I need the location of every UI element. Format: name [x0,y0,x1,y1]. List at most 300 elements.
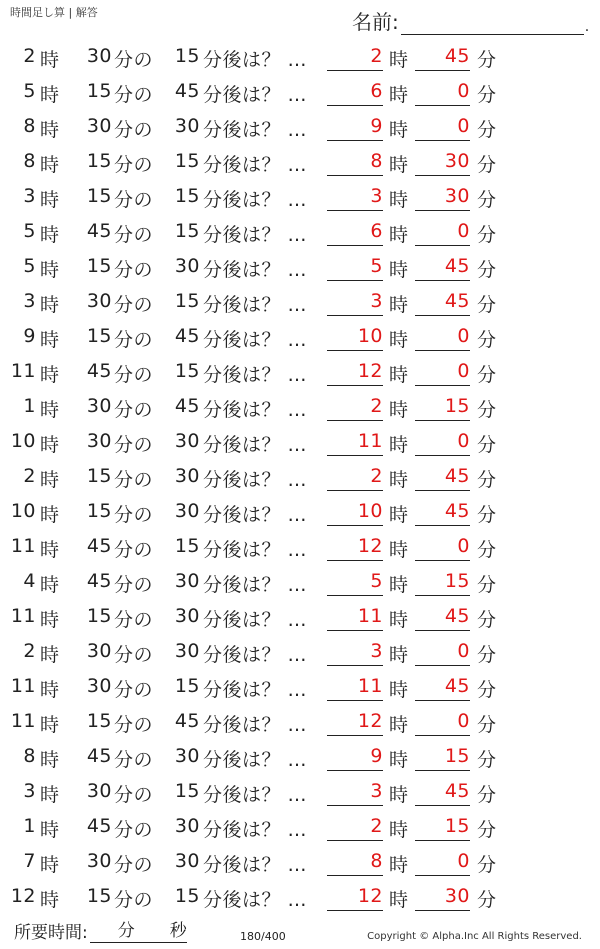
start-minute: 30 [86,45,112,67]
hour-unit: 時 [40,434,60,456]
added-minutes: 45 [174,80,200,102]
answer-minute: 45 [415,465,470,491]
minute-unit-no [114,675,153,702]
answer-hour-unit: 時 [389,609,409,631]
problem-row [0,599,600,634]
start-hour: 11 [10,605,36,627]
hour-unit: 時 [40,679,60,701]
problem-row [0,109,600,144]
answer-hour: 12 [327,885,383,911]
start-hour: 2 [23,45,36,67]
problem-row [0,144,600,179]
minute-unit-no [114,150,153,177]
answer-hour: 3 [327,290,383,316]
start-hour: 3 [23,185,36,207]
problem-row [0,809,600,844]
problem-row [0,879,600,914]
answer-minute: 0 [415,710,470,736]
question-tail: 分後は？ … [203,679,308,701]
problem-row [0,354,600,389]
minute-unit-no [114,115,153,142]
answer-hour-unit: 時 [389,714,409,736]
problem-list [0,39,600,914]
start-minute: 30 [86,290,112,312]
answer-hour-unit: 時 [389,819,409,841]
answer-minute: 45 [415,780,470,806]
hour-unit: 時 [40,399,60,421]
start-minute: 30 [86,850,112,872]
answer-minute: 15 [415,570,470,596]
answer-minute-unit: 分 [477,154,497,176]
answer-hour: 9 [327,745,383,771]
answer-hour-unit: 時 [389,504,409,526]
particle-no: の [133,609,154,631]
minute-unit: 分 [114,364,134,386]
required-second-label: 秒 [169,921,187,941]
hour-unit: 時 [40,714,60,736]
minute-unit: 分 [114,189,134,211]
question-tail: 分後は？ … [203,609,308,631]
required-time-label: 所要時間: [14,923,88,943]
start-minute: 15 [86,710,112,732]
added-minutes: 15 [174,45,200,67]
required-time-blank [90,920,187,943]
particle-no: の [133,714,154,736]
start-minute: 45 [86,360,112,382]
start-minute: 15 [86,255,112,277]
hour-unit: 時 [40,819,60,841]
hour-unit: 時 [40,504,60,526]
start-minute: 30 [86,675,112,697]
answer-minute: 15 [415,815,470,841]
answer-minute-unit: 分 [477,119,497,141]
minute-unit-no [114,430,153,457]
minute-unit-no [114,360,153,387]
answer-minute-unit: 分 [477,504,497,526]
added-minutes: 15 [174,885,200,907]
required-minute-label: 分 [117,921,135,941]
problem-row [0,284,600,319]
particle-no: の [133,434,154,456]
problem-row [0,319,600,354]
hour-unit: 時 [40,574,60,596]
answer-hour: 11 [327,605,383,631]
minute-unit-no [114,325,153,352]
particle-no: の [133,259,154,281]
added-minutes: 15 [174,220,200,242]
question-tail: 分後は？ … [203,854,308,876]
particle-no: の [133,294,154,316]
answer-minute: 0 [415,220,470,246]
answer-hour: 2 [327,395,383,421]
hour-unit: 時 [40,889,60,911]
minute-unit-no [114,605,153,632]
name-field [352,6,589,35]
question-tail: 分後は？ … [203,399,308,421]
particle-no: の [133,224,154,246]
minute-unit: 分 [114,259,134,281]
answer-hour-unit: 時 [389,224,409,246]
question-tail: 分後は？ … [203,784,308,806]
question-tail: 分後は？ … [203,154,308,176]
start-hour: 10 [10,430,36,452]
particle-no: の [133,854,154,876]
start-hour: 11 [10,535,36,557]
start-hour: 5 [23,255,36,277]
minute-unit: 分 [114,679,134,701]
minute-unit-no [114,745,153,772]
answer-hour: 11 [327,430,383,456]
problem-row [0,424,600,459]
answer-hour-unit: 時 [389,469,409,491]
answer-minute: 45 [415,45,470,71]
answer-hour: 10 [327,325,383,351]
start-minute: 15 [86,605,112,627]
problem-row [0,529,600,564]
hour-unit: 時 [40,609,60,631]
answer-hour-unit: 時 [389,49,409,71]
hour-unit: 時 [40,749,60,771]
added-minutes: 45 [174,395,200,417]
question-tail: 分後は？ … [203,504,308,526]
answer-minute-unit: 分 [477,224,497,246]
start-minute: 45 [86,535,112,557]
particle-no: の [133,784,154,806]
answer-minute: 0 [415,360,470,386]
minute-unit-no [114,290,153,317]
start-hour: 2 [23,465,36,487]
answer-minute-unit: 分 [477,329,497,351]
question-tail: 分後は？ … [203,224,308,246]
answer-hour-unit: 時 [389,854,409,876]
answer-minute-unit: 分 [477,434,497,456]
answer-minute: 0 [415,640,470,666]
question-tail: 分後は？ … [203,574,308,596]
answer-hour: 12 [327,710,383,736]
answer-hour-unit: 時 [389,539,409,561]
answer-hour-unit: 時 [389,364,409,386]
answer-minute-unit: 分 [477,189,497,211]
added-minutes: 30 [174,115,200,137]
start-minute: 15 [86,185,112,207]
minute-unit-no [114,45,153,72]
problem-row [0,74,600,109]
added-minutes: 15 [174,535,200,557]
start-hour: 8 [23,150,36,172]
added-minutes: 15 [174,675,200,697]
minute-unit-no [114,640,153,667]
added-minutes: 30 [174,465,200,487]
answer-hour: 8 [327,850,383,876]
hour-unit: 時 [40,854,60,876]
start-hour: 5 [23,80,36,102]
added-minutes: 15 [174,150,200,172]
question-tail: 分後は？ … [203,539,308,561]
question-tail: 分後は？ … [203,49,308,71]
question-tail: 分後は？ … [203,84,308,106]
answer-hour: 6 [327,220,383,246]
minute-unit: 分 [114,749,134,771]
name-blank-line [401,12,584,35]
start-hour: 10 [10,500,36,522]
start-hour: 2 [23,640,36,662]
start-hour: 5 [23,220,36,242]
minute-unit: 分 [114,644,134,666]
answer-minute-unit: 分 [477,749,497,771]
answer-hour-unit: 時 [389,749,409,771]
answer-hour: 6 [327,80,383,106]
start-minute: 30 [86,115,112,137]
start-hour: 11 [10,360,36,382]
start-hour: 11 [10,710,36,732]
added-minutes: 15 [174,780,200,802]
start-minute: 30 [86,395,112,417]
answer-minute-unit: 分 [477,364,497,386]
minute-unit: 分 [114,84,134,106]
start-minute: 15 [86,80,112,102]
answer-minute-unit: 分 [477,399,497,421]
answer-minute-unit: 分 [477,294,497,316]
particle-no: の [133,469,154,491]
start-hour: 1 [23,395,36,417]
problem-row [0,774,600,809]
question-tail: 分後は？ … [203,469,308,491]
minute-unit: 分 [114,399,134,421]
start-hour: 1 [23,815,36,837]
answer-hour: 2 [327,45,383,71]
start-minute: 15 [86,150,112,172]
start-minute: 15 [86,500,112,522]
answer-hour: 9 [327,115,383,141]
answer-minute: 30 [415,885,470,911]
hour-unit: 時 [40,119,60,141]
minute-unit-no [114,570,153,597]
answer-hour: 2 [327,815,383,841]
hour-unit: 時 [40,644,60,666]
answer-minute: 45 [415,500,470,526]
minute-unit-no [114,185,153,212]
answer-minute-unit: 分 [477,259,497,281]
minute-unit: 分 [114,119,134,141]
start-hour: 8 [23,745,36,767]
answer-minute: 30 [415,150,470,176]
minute-unit: 分 [114,539,134,561]
added-minutes: 30 [174,430,200,452]
minute-unit: 分 [114,854,134,876]
minute-unit: 分 [114,49,134,71]
start-minute: 15 [86,325,112,347]
problem-row [0,494,600,529]
problem-row [0,214,600,249]
minute-unit-no [114,780,153,807]
answer-hour-unit: 時 [389,119,409,141]
question-tail: 分後は？ … [203,259,308,281]
particle-no: の [133,644,154,666]
question-tail: 分後は？ … [203,714,308,736]
start-minute: 15 [86,885,112,907]
particle-no: の [133,539,154,561]
minute-unit: 分 [114,609,134,631]
answer-minute: 0 [415,80,470,106]
footer [0,918,600,948]
answer-hour: 8 [327,150,383,176]
minute-unit: 分 [114,154,134,176]
required-time [14,918,187,943]
answer-hour-unit: 時 [389,574,409,596]
minute-unit: 分 [114,224,134,246]
added-minutes: 15 [174,290,200,312]
start-hour: 9 [23,325,36,347]
answer-minute-unit: 分 [477,679,497,701]
particle-no: の [133,889,154,911]
hour-unit: 時 [40,154,60,176]
answer-minute-unit: 分 [477,819,497,841]
particle-no: の [133,504,154,526]
hour-unit: 時 [40,784,60,806]
problem-row [0,704,600,739]
minute-unit-no [114,255,153,282]
problem-row [0,389,600,424]
answer-minute: 0 [415,850,470,876]
added-minutes: 15 [174,360,200,382]
copyright-notice: Copyright © Alpha.Inc All Rights Reserved. [367,931,582,942]
added-minutes: 45 [174,710,200,732]
question-tail: 分後は？ … [203,644,308,666]
start-minute: 45 [86,745,112,767]
question-tail: 分後は？ … [203,294,308,316]
minute-unit-no [114,885,153,912]
problem-row [0,844,600,879]
name-end-mark: . [584,19,590,35]
answer-minute-unit: 分 [477,539,497,561]
particle-no: の [133,364,154,386]
start-hour: 4 [23,570,36,592]
particle-no: の [133,154,154,176]
answer-minute: 15 [415,395,470,421]
answer-hour: 5 [327,570,383,596]
added-minutes: 30 [174,640,200,662]
answer-hour: 11 [327,675,383,701]
answer-minute-unit: 分 [477,854,497,876]
answer-hour-unit: 時 [389,679,409,701]
added-minutes: 30 [174,745,200,767]
question-tail: 分後は？ … [203,889,308,911]
minute-unit-no [114,500,153,527]
problem-row [0,179,600,214]
particle-no: の [133,574,154,596]
answer-hour-unit: 時 [389,434,409,456]
question-tail: 分後は？ … [203,364,308,386]
question-tail: 分後は？ … [203,119,308,141]
minute-unit: 分 [114,574,134,596]
problem-row [0,739,600,774]
added-minutes: 30 [174,255,200,277]
start-minute: 45 [86,570,112,592]
added-minutes: 30 [174,570,200,592]
start-hour: 11 [10,675,36,697]
added-minutes: 45 [174,325,200,347]
answer-hour-unit: 時 [389,889,409,911]
answer-hour: 2 [327,465,383,491]
start-hour: 12 [10,885,36,907]
question-tail: 分後は？ … [203,189,308,211]
hour-unit: 時 [40,189,60,211]
start-hour: 8 [23,115,36,137]
start-minute: 30 [86,780,112,802]
minute-unit: 分 [114,504,134,526]
answer-minute: 0 [415,535,470,561]
answer-minute-unit: 分 [477,609,497,631]
particle-no: の [133,679,154,701]
answer-minute-unit: 分 [477,574,497,596]
minute-unit: 分 [114,714,134,736]
problem-row [0,564,600,599]
worksheet-title: 時間足し算 | 解答 [10,6,98,19]
answer-hour-unit: 時 [389,644,409,666]
minute-unit-no [114,80,153,107]
minute-unit-no [114,710,153,737]
answer-minute: 45 [415,675,470,701]
minute-unit-no [114,850,153,877]
particle-no: の [133,749,154,771]
minute-unit: 分 [114,819,134,841]
answer-hour-unit: 時 [389,294,409,316]
answer-minute-unit: 分 [477,84,497,106]
minute-unit-no [114,535,153,562]
added-minutes: 30 [174,500,200,522]
answer-hour: 5 [327,255,383,281]
answer-hour-unit: 時 [389,329,409,351]
problem-row [0,669,600,704]
answer-hour-unit: 時 [389,259,409,281]
problem-row [0,459,600,494]
minute-unit: 分 [114,329,134,351]
minute-unit: 分 [114,784,134,806]
answer-hour: 3 [327,185,383,211]
question-tail: 分後は？ … [203,329,308,351]
answer-minute-unit: 分 [477,49,497,71]
answer-hour: 3 [327,640,383,666]
minute-unit: 分 [114,889,134,911]
start-hour: 3 [23,290,36,312]
minute-unit: 分 [114,434,134,456]
minute-unit: 分 [114,294,134,316]
name-label: 名前: [352,10,399,34]
question-tail: 分後は？ … [203,749,308,771]
particle-no: の [133,84,154,106]
hour-unit: 時 [40,84,60,106]
start-hour: 3 [23,780,36,802]
start-minute: 30 [86,640,112,662]
minute-unit-no [114,465,153,492]
start-minute: 30 [86,430,112,452]
answer-hour-unit: 時 [389,154,409,176]
minute-unit-no [114,220,153,247]
question-tail: 分後は？ … [203,819,308,841]
hour-unit: 時 [40,259,60,281]
particle-no: の [133,49,154,71]
answer-minute: 0 [415,430,470,456]
answer-minute-unit: 分 [477,784,497,806]
answer-minute: 0 [415,115,470,141]
answer-minute-unit: 分 [477,889,497,911]
problem-row [0,249,600,284]
hour-unit: 時 [40,49,60,71]
particle-no: の [133,399,154,421]
question-tail: 分後は？ … [203,434,308,456]
particle-no: の [133,189,154,211]
minute-unit: 分 [114,469,134,491]
